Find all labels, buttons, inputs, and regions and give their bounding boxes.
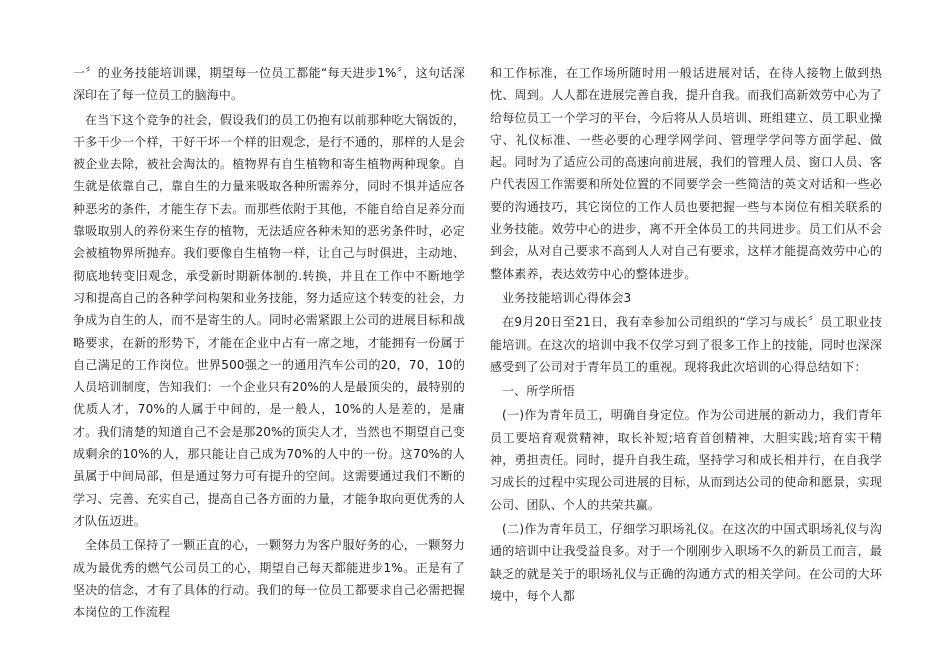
paragraph: 在当下这个竞争的社会，假设我们的员工仍抱有以前那种吃大锅饭的，干多干少一个样，干好干坏一个样的旧观念，是行不通的，那样的人是会被企业去除，被社会淘汰的。植物界有自生植物和寄生植物两种现象。自生就是依靠自己，靠自生的力量来吸取各种所需养分，同时不惧并适应各种恶劣的条件，才能生存下去。而那些依附于其他，不能自给自足养分而靠吸取别人的养份来生存的植物，无法适应各种未知的恶劣条件时，必定会被植物界所抛弃。我们要像自生植物一样，让自己与时俱进，主动地、彻底地转变旧观念，承受新时期新体制的.转换，并且在工作中不断地学习和提高自己的各种学问构架和业务技能，努力适应这个转变的社会，力争成为自生的人，而不是寄生的人。同时必需紧跟上公司的进展目标和战略要求，在新的形势下，才能在企业中占有一席之地，才能拥有一份属于自己满足的工作岗位。世界500强之一的通用汽车公司的20，70，10的人员培训制度，告知我们：一个企业只有20%的人是最顶尖的，最特别的优质人才，70%的人属于中间的，是一般人，10%的人是差的，是庸才。我们清楚的知道自己不会是那20%的顶尖人才，当然也不期望自己变成剩余的10%的人，那只能让自己成为70%的人中的一份。这70%的人虽属于中间局部，但是通过努力可有提升的空间。这需要通过我们不断的学习、完善、充实自己，提高自己各方面的力量，才能争取向更优秀的人才队伍迈进。 [73, 112, 465, 528]
paragraph: 一〞的业务技能培训课，期望每一位员工都能“每天进步1%〞，这句话深深印在了每一位员工的脑海中。 [73, 66, 465, 103]
paragraph: (一)作为青年员工，明确自身定位。作为公司进展的新动力，我们青年员工要培育观赏精神，取长补短;培育首创精神，大胆实践;培育实干精神，勇担责任。同时，提升自我生疏，坚持学习和成长相并行，在自我学习成长的过程中实现公司进展的目标，从而到达公司的使命和愿景，实现公司、团队、个人的共荣共赢。 [490, 408, 882, 512]
subsection-heading: 一、所学所悟 [502, 384, 575, 399]
paragraph: (二)作为青年员工，仔细学习职场礼仪。在这次的中国式职场礼仪与沟通的培训中让我受益良多。对于一个刚刚步入职场不久的新员工而言，最缺乏的就是关于的职场礼仪与正确的沟通方式的相关学问。在公司的大环境中，每个人都 [490, 521, 882, 603]
section-heading: 业务技能培训心得体会3 [502, 290, 632, 305]
left-column [73, 62, 465, 625]
paragraph: 在9月20日至21日，我有幸参加公司组织的“学习与成长〞员工职业技能培训。在这次的培训中我不仅学习到了很多工作上的技能，同时也深深感受到了公司对于青年员工的重视。现将我此次培训的心得总结如下： [490, 315, 882, 374]
right-column [490, 62, 882, 609]
paragraph: 全体员工保持了一颗正直的心，一颗努力为客户服好务的心，一颗努力成为最优秀的燃气公司员工的心，期望自己每天都能进步1%。正是有了坚决的信念，才有了具体的行动。我们的每一位员工都要求自己必需把握本岗位的工作流程 [73, 538, 465, 620]
paragraph: 和工作标准，在工作场所随时用一般话进展对话，在待人接物上做到热忱、周到。人人都在进展完善自我，提升自我。而我们高新效劳中心为了给每位员工一个学习的平台，今后将从人员培训、班组建立、员工职业操守、礼仪标准、一些必要的心理学网学问、管理学学问等方面学起、做起。同时为了适应公司的高速向前进展，我们的管理人员、窗口人员、客户代表因工作需要和所处位置的不同要学会一些简洁的英文对话和一些必要的沟通技巧，其它岗位的工作人员也要把握一些与本岗位有相关联系的业务技能。效劳中心的进步，离不开全体员工的共同进步。员工们从不会到会，从对自己要求不高到人人对自己有要求，这样才能提高效劳中心的整体素养，表达效劳中心的整体进步。 [490, 66, 882, 281]
